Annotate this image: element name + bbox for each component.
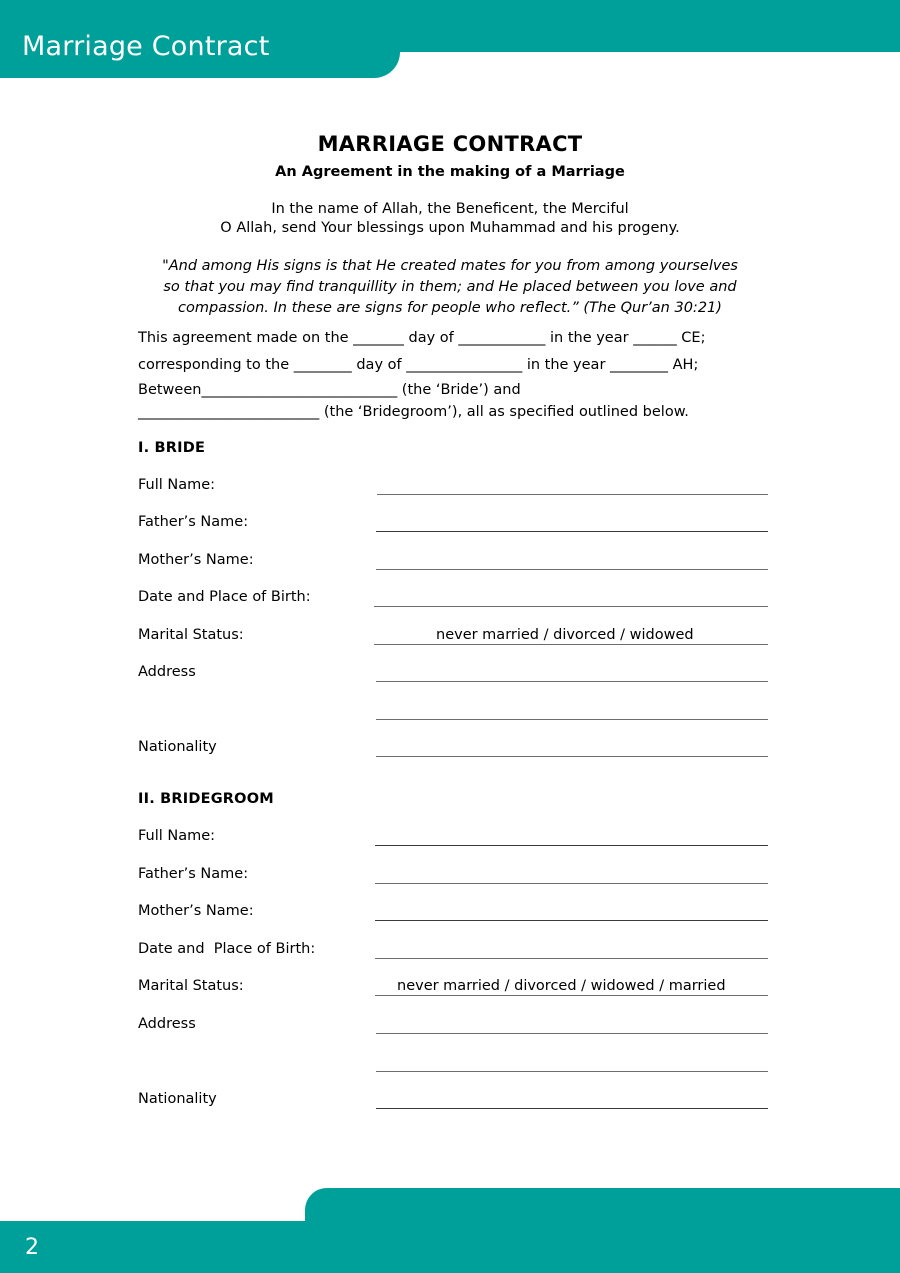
field-write-line[interactable] bbox=[375, 845, 768, 846]
field-label: Full Name: bbox=[138, 477, 216, 493]
quote-line-1: "And among His signs is that He created mates for you from among yourselves bbox=[162, 258, 738, 274]
field-write-line[interactable] bbox=[375, 883, 768, 884]
agreement-line-4: _________________________ (the ‘Bridegroom’), all as specified outlined below. bbox=[138, 404, 689, 420]
field-label: Date and Place of Birth: bbox=[138, 941, 316, 957]
agreement-line-1: This agreement made on the _______ day of ____________ in the year ______ CE; bbox=[138, 330, 706, 346]
agreement-line-2: corresponding to the ________ day of ________________ in the year ________ AH; bbox=[138, 357, 699, 373]
quran-quote bbox=[140, 256, 760, 319]
page-number: 2 bbox=[25, 1235, 39, 1260]
page-title: Marriage Contract bbox=[22, 31, 270, 62]
agreement-paragraph bbox=[138, 325, 768, 423]
field-value: never married / divorced / widowed bbox=[436, 627, 694, 643]
field-label: Nationality bbox=[138, 739, 217, 755]
section-heading-bridegroom: II. BRIDEGROOM bbox=[138, 791, 274, 807]
footer-accent-band bbox=[0, 1221, 900, 1273]
field-label: Address bbox=[138, 1016, 196, 1032]
field-write-line[interactable] bbox=[376, 531, 768, 532]
field-write-line[interactable] bbox=[375, 920, 768, 921]
agreement-line-3: Between___________________________ (the ‘Bride’) and bbox=[138, 382, 521, 398]
contract-subtitle: An Agreement in the making of a Marriage bbox=[275, 164, 625, 180]
contract-title: MARRIAGE CONTRACT bbox=[317, 132, 583, 156]
field-write-line[interactable] bbox=[376, 1108, 768, 1109]
field-label: Address bbox=[138, 664, 196, 680]
field-value: never married / divorced / widowed / married bbox=[397, 978, 726, 994]
field-write-line[interactable] bbox=[376, 756, 768, 757]
field-write-line[interactable] bbox=[376, 569, 768, 570]
quote-line-2: so that you may find tranquillity in them; and He placed between you love and bbox=[163, 279, 737, 295]
field-write-line[interactable] bbox=[376, 719, 768, 720]
invocation-line-1: In the name of Allah, the Beneficent, the Merciful bbox=[271, 201, 629, 217]
quote-line-3: compassion. In these are signs for people who reflect.” (The Qur’an 30:21) bbox=[178, 300, 722, 316]
field-label: Marital Status: bbox=[138, 978, 244, 994]
field-write-line[interactable] bbox=[376, 681, 768, 682]
invocation-block bbox=[0, 200, 900, 238]
field-write-line[interactable] bbox=[376, 1071, 768, 1072]
field-label: Full Name: bbox=[138, 828, 216, 844]
section-heading-bride: I. BRIDE bbox=[138, 440, 206, 456]
field-label: Father’s Name: bbox=[138, 866, 249, 882]
field-label: Mother’s Name: bbox=[138, 552, 254, 568]
field-write-line[interactable] bbox=[377, 494, 768, 495]
field-write-line[interactable] bbox=[374, 606, 768, 607]
field-write-line[interactable] bbox=[376, 1033, 768, 1034]
field-label: Marital Status: bbox=[138, 627, 244, 643]
field-label: Date and Place of Birth: bbox=[138, 589, 311, 605]
invocation-line-2: O Allah, send Your blessings upon Muhammad and his progeny. bbox=[220, 220, 680, 236]
field-label: Father’s Name: bbox=[138, 514, 249, 530]
field-write-line[interactable] bbox=[375, 958, 768, 959]
field-label: Mother’s Name: bbox=[138, 903, 254, 919]
field-label: Nationality bbox=[138, 1091, 217, 1107]
